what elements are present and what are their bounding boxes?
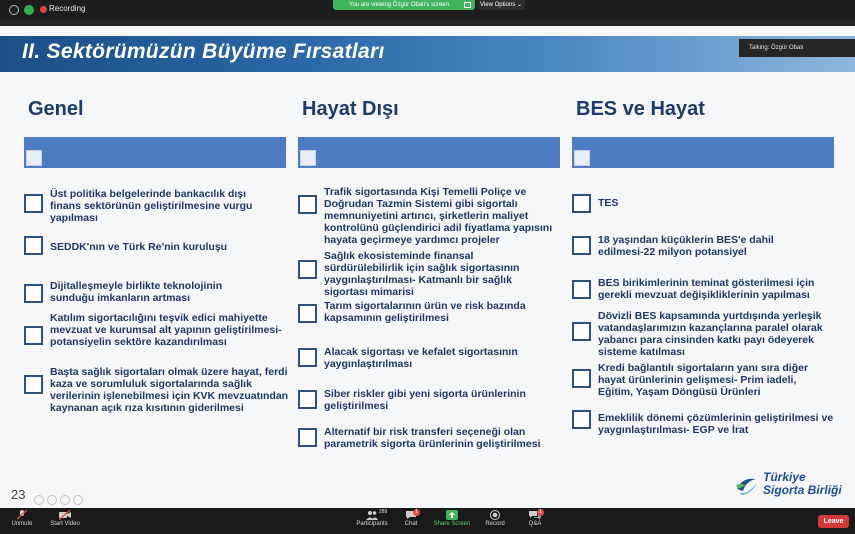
checkbox-icon bbox=[298, 348, 317, 367]
record-icon bbox=[489, 510, 501, 520]
view-options-button[interactable]: View Options ⌄ bbox=[477, 0, 525, 10]
checkbox-icon bbox=[572, 322, 591, 341]
column-bar-hayat-disi bbox=[298, 137, 560, 168]
chat-badge: 1 bbox=[413, 509, 420, 516]
checkbox-icon bbox=[574, 150, 590, 166]
checkbox-icon bbox=[24, 194, 43, 213]
checkbox-icon bbox=[24, 326, 43, 345]
talking-indicator: Talking: Özgür Obalı bbox=[739, 39, 855, 57]
logo-line-1: Türkiye bbox=[763, 470, 806, 484]
security-shield-icon[interactable] bbox=[24, 5, 34, 15]
checkbox-icon bbox=[572, 410, 591, 429]
start-video-button[interactable]: Start Video bbox=[48, 510, 82, 534]
tool-circle-icon[interactable] bbox=[34, 495, 44, 505]
unmute-button[interactable]: Unmute bbox=[8, 510, 36, 534]
slide-annotation-tools bbox=[34, 492, 100, 504]
participants-icon bbox=[366, 510, 378, 520]
column-bar-genel bbox=[24, 137, 286, 168]
checkbox-icon bbox=[298, 428, 317, 447]
qa-button[interactable]: 1 Q&A bbox=[524, 510, 546, 534]
column-bar-bes-ve-hayat bbox=[572, 137, 834, 168]
checkbox-icon bbox=[300, 150, 316, 166]
recording-label: Recording bbox=[49, 4, 86, 13]
qa-badge: 1 bbox=[537, 509, 544, 516]
checkbox-icon bbox=[572, 194, 591, 213]
checkbox-icon bbox=[572, 369, 591, 388]
checkbox-icon bbox=[298, 304, 317, 323]
recording-dot-icon bbox=[40, 6, 47, 13]
column-title-genel: Genel bbox=[28, 98, 84, 120]
checkbox-icon bbox=[572, 280, 591, 299]
chat-button[interactable]: 1 Chat bbox=[400, 510, 422, 534]
leave-button[interactable]: Leave bbox=[818, 515, 849, 528]
logo-line-2: Sigorta Birliği bbox=[763, 483, 842, 497]
checkbox-icon bbox=[298, 260, 317, 279]
checkbox-icon bbox=[24, 284, 43, 303]
share-screen-icon bbox=[446, 510, 458, 520]
record-button[interactable]: Record bbox=[482, 510, 508, 534]
share-screen-button[interactable]: Share Screen bbox=[432, 510, 472, 534]
tsb-logo-mark-icon bbox=[734, 473, 760, 497]
checkbox-icon bbox=[572, 236, 591, 255]
info-icon[interactable] bbox=[9, 5, 19, 15]
slide-title: II. Sektörümüzün Büyüme Fırsatları bbox=[22, 40, 385, 63]
checkbox-icon bbox=[26, 150, 42, 166]
checkbox-icon bbox=[298, 195, 317, 214]
checkbox-icon bbox=[24, 375, 43, 394]
microphone-muted-icon bbox=[16, 510, 28, 520]
share-banner-text: You are viewing Özgür Obalı's screen bbox=[349, 2, 449, 8]
tool-circle-icon[interactable] bbox=[60, 495, 70, 505]
tool-circle-icon[interactable] bbox=[47, 495, 57, 505]
shared-slide: II. Sektörümüzün Büyüme Fırsatları Talking: Özgür Obalı Genel Hayat Dışı BES ve Hayat Üst politika belgelerinde bankacılık dışı finans sektörünün geliştirilmesine vurgu yapılması SEDDK'nın ve Türk Re'nin kuruluşu Dijitalleşmeyle birlikte teknolojinin sunduğu imkanların artması Katılım sigortacılığını teşvik edici mahiyette mevzuat ve kurumsal alt yapının geliştirilmesi- potansiyelin sektöre kazandırılması Başta sağlık sigortaları olmak üzere hayat, ferdi kaza ve sorumluluk sigortalarında sağlık verilerinin işlenebilmesi için KVK mevzuatından kaynanan açık rıza kısıtının giderilmesi Trafik sigortasında Kişi Temelli Poliçe ve Doğrudan Tazmin Sistemi gibi sigortalı memnuniyetini artırıcı, şirketlerin maliyet kontrolünü güçlendirici adil fiyatlama yapısını hayata geçirmeye yardımcı projeler Sağlık ekosisteminde finansal sürdürülebilirlik için sağlık sigortasının yaygınlaştırılması- Katmanlı bir sağlık sigortası mimarisi Tarım sigortalarının ürün ve risk bazında kapsamının geliştirilmesi Alacak sigortası ve kefalet sigortasının yaygınlaştırılması Siber riskler gibi yeni sigorta ürünlerinin geliştirilmesi Alternatif bir risk transferi seçeneği olan parametrik sigorta ürünlerinin geliştirilmesi TES 18 yaşından küçüklerin BES'e dahil edilmesi-22 milyon potansiyel BES birikimlerinin teminat gösterilmesi için gerekli mevzuat değişikliklerinin yapılması Dövizli BES kapsamında yurtdışında yerleşik vatandaşlarımızın kazançlarına paralel olarak yabancı para cinsinden katkı payı ödeyerek sisteme katılması Kredi bağlantılı sigortaların yanı sıra diğer hayat ürünlerinin gelişmesi- Prim iadeli, Eğitim, Yaşam Döngüsü Ürünleri Emeklilik dönemi çözümlerinin geliştirilmesi ve yaygınlaştırılması- EGP ve İrat 23 Türkiye Sigorta Birliği bbox=[0, 26, 855, 508]
screen-share-banner bbox=[333, 0, 475, 10]
slide-page-number: 23 bbox=[11, 487, 26, 502]
video-off-icon bbox=[59, 510, 71, 520]
checkbox-icon bbox=[24, 236, 43, 255]
meeting-toolbar bbox=[0, 508, 855, 534]
column-title-hayat-disi: Hayat Dışı bbox=[302, 98, 399, 120]
participants-button[interactable]: 289 Participants bbox=[356, 509, 388, 527]
tsb-logo bbox=[734, 470, 846, 502]
minimize-icon[interactable] bbox=[464, 2, 471, 8]
top-bar bbox=[0, 0, 855, 20]
participants-count: 289 bbox=[379, 509, 388, 515]
checkbox-icon bbox=[298, 390, 317, 409]
tool-circle-icon[interactable] bbox=[73, 495, 83, 505]
column-title-bes-ve-hayat: BES ve Hayat bbox=[576, 98, 705, 120]
